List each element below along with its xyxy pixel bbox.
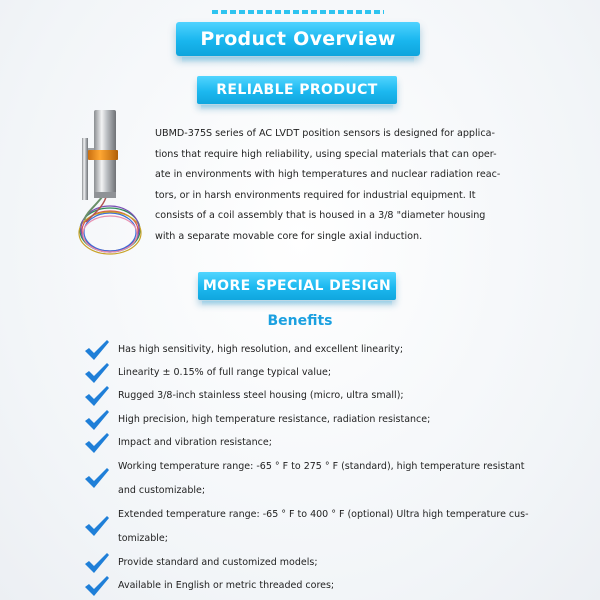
checkmark-icon [84, 339, 110, 361]
product-description [155, 124, 515, 247]
benefit-item [84, 338, 554, 361]
benefit-item [84, 361, 554, 384]
benefit-item [84, 455, 554, 503]
page-title: Product Overview [176, 22, 420, 56]
special-design-heading: MORE SPECIAL DESIGN [198, 272, 396, 300]
description-line: UBMD-375S series of AC LVDT position sensors is designed for applica- [155, 128, 495, 139]
benefit-item [84, 432, 554, 455]
checkmark-icon [84, 467, 110, 489]
benefit-text-line: and customizable; [118, 484, 206, 496]
checkmark-icon [84, 409, 110, 431]
benefit-item [84, 503, 554, 551]
benefit-item [84, 574, 554, 597]
benefit-text [118, 503, 529, 551]
description-line: with a separate movable core for single axial induction. [155, 230, 423, 242]
reliable-product-heading: RELIABLE PRODUCT [197, 76, 397, 104]
benefit-text: Linearity ± 0.15% of full range typical value; [118, 367, 332, 379]
benefit-text: Has high sensitivity, high resolution, and excellent linearity; [118, 343, 404, 355]
checkmark-icon [84, 552, 110, 574]
description-line: ate in environments with high temperatures and nuclear radiation reac- [155, 169, 501, 180]
checkmark-icon [84, 362, 110, 384]
benefit-text: High precision, high temperature resistance, radiation resistance; [118, 413, 431, 425]
benefit-text-line: Working temperature range: -65 ° F to 275 ° F (standard), high temperature resistant [118, 460, 525, 472]
checkmark-icon [84, 432, 110, 454]
benefit-text [118, 455, 525, 503]
benefit-text-line: tomizable; [118, 532, 168, 544]
benefit-text: Impact and vibration resistance; [118, 437, 272, 449]
description-line: consists of a coil assembly that is housed in a 3/8 "diameter housing [155, 210, 486, 221]
title-decoration [212, 10, 384, 14]
benefit-item [84, 385, 554, 408]
lvdt-sensor-image [74, 108, 146, 260]
benefit-item [84, 551, 554, 574]
checkmark-icon [84, 385, 110, 407]
benefits-heading: Benefits [267, 313, 333, 329]
checkmark-icon [84, 515, 110, 537]
benefit-item [84, 408, 554, 431]
description-line: tors, or in harsh environments required for industrial equipment. It [155, 189, 476, 201]
description-line: tions that require high reliability, using special materials that can oper- [155, 148, 497, 160]
benefits-list [84, 338, 554, 598]
benefit-text: Rugged 3/8-inch stainless steel housing (micro, ultra small); [118, 390, 404, 402]
benefit-text-line: Extended temperature range: -65 ° F to 400 ° F (optional) Ultra high temperature cus- [118, 508, 529, 520]
benefit-text: Available in English or metric threaded cores; [118, 580, 335, 592]
checkmark-icon [84, 575, 110, 597]
benefit-text: Provide standard and customized models; [118, 556, 318, 568]
